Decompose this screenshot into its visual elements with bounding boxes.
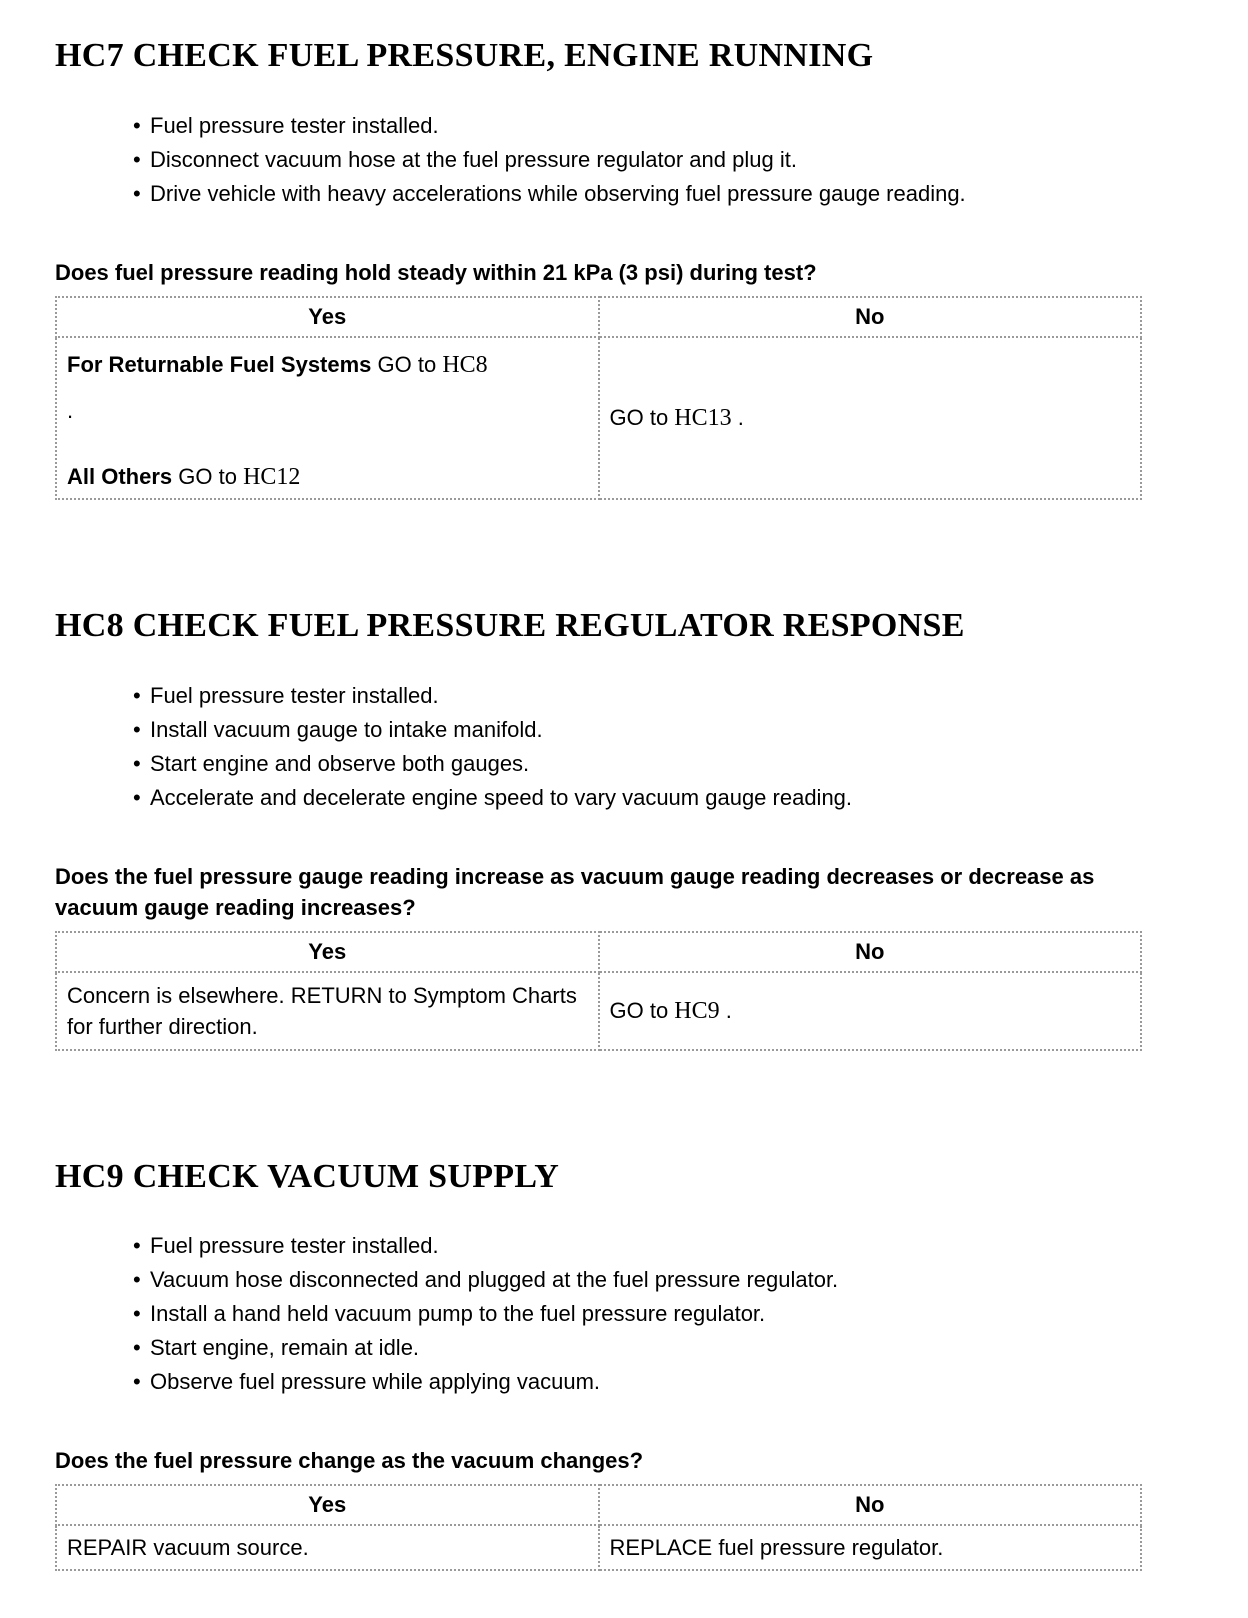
option-go-to-text: GO to — [371, 351, 443, 377]
link-hc9[interactable]: HC9 — [674, 997, 720, 1024]
yes-column-header: Yes — [56, 932, 599, 972]
link-hc8[interactable]: HC8 — [442, 351, 488, 378]
bullet-item: • Fuel pressure tester installed. — [133, 1229, 1186, 1263]
hc7-yes-cell — [56, 337, 599, 499]
section-hc8-heading: HC8 CHECK FUEL PRESSURE REGULATOR RESPONSE — [55, 606, 965, 644]
table-body-row — [56, 1525, 1141, 1570]
hc7-no-cell — [599, 337, 1142, 499]
bullet-item: • Fuel pressure tester installed. — [133, 109, 1186, 143]
option-bold-label: For Returnable Fuel Systems — [67, 351, 372, 377]
table-header-row — [56, 932, 1141, 972]
section-hc9-question: Does the fuel pressure change as the vacuum changes? — [55, 1448, 644, 1474]
bullet-item: • Observe fuel pressure while applying vacuum. — [133, 1365, 1186, 1399]
no-suffix-text: . — [731, 404, 744, 430]
link-hc12[interactable]: HC12 — [243, 463, 301, 490]
section-hc9-bullet-list — [133, 1229, 1186, 1399]
no-suffix-text: . — [719, 997, 732, 1023]
yes-option-returnable — [67, 350, 588, 380]
bullet-item: • Start engine, remain at idle. — [133, 1331, 1186, 1365]
section-hc8-decision-table — [55, 931, 1142, 1051]
option-bold-label: All Others — [67, 463, 173, 489]
yes-option-period: . — [67, 397, 74, 423]
yes-column-header: Yes — [56, 1485, 599, 1525]
section-hc7-heading: HC7 CHECK FUEL PRESSURE, ENGINE RUNNING — [55, 37, 874, 74]
bullet-item: • Install vacuum gauge to intake manifold. — [133, 713, 1186, 747]
section-hc9 — [55, 1157, 1186, 1572]
section-hc7-question: Does fuel pressure reading hold steady within 21 kPa (3 psi) during test? — [55, 259, 817, 285]
table-header-row — [56, 1485, 1141, 1525]
yes-column-header: Yes — [56, 297, 599, 337]
section-hc9-heading: HC9 CHECK VACUUM SUPPLY — [55, 1157, 560, 1195]
yes-option-all-others — [67, 462, 588, 492]
bullet-item: • Fuel pressure tester installed. — [133, 679, 1186, 713]
section-hc7-decision-table — [55, 296, 1142, 500]
section-hc7-bullet-list — [133, 109, 1186, 211]
bullet-item: • Drive vehicle with heavy accelerations while observing fuel pressure gauge reading. — [133, 177, 1186, 211]
table-header-row — [56, 297, 1141, 337]
hc9-no-cell: REPLACE fuel pressure regulator. — [599, 1525, 1142, 1570]
table-body-row — [56, 337, 1141, 499]
link-hc13[interactable]: HC13 — [674, 404, 732, 431]
hc9-yes-cell: REPAIR vacuum source. — [56, 1525, 599, 1570]
bullet-item: • Start engine and observe both gauges. — [133, 747, 1186, 781]
option-go-to-text: GO to — [172, 463, 244, 489]
section-hc7 — [55, 36, 1186, 500]
bullet-item: • Disconnect vacuum hose at the fuel pressure regulator and plug it. — [133, 143, 1186, 177]
hc8-no-cell — [599, 972, 1142, 1050]
bullet-item: • Install a hand held vacuum pump to the fuel pressure regulator. — [133, 1297, 1186, 1331]
bullet-item: • Accelerate and decelerate engine speed to vary vacuum gauge reading. — [133, 781, 1186, 815]
section-hc9-decision-table — [55, 1484, 1142, 1571]
no-column-header: No — [599, 932, 1142, 972]
no-go-to-text: GO to — [609, 404, 675, 430]
no-go-to-text: GO to — [609, 997, 675, 1023]
no-column-header: No — [599, 1485, 1142, 1525]
section-hc8-question: Does the fuel pressure gauge reading increase as vacuum gauge reading decreases or decrease as vacuum gauge reading increases? — [55, 863, 1095, 920]
no-column-header: No — [599, 297, 1142, 337]
bullet-item: • Vacuum hose disconnected and plugged at the fuel pressure regulator. — [133, 1263, 1186, 1297]
section-hc8 — [55, 606, 1186, 1051]
table-body-row — [56, 972, 1141, 1050]
hc8-yes-cell: Concern is elsewhere. RETURN to Symptom Charts for further direction. — [56, 972, 599, 1050]
section-hc8-bullet-list — [133, 679, 1186, 815]
